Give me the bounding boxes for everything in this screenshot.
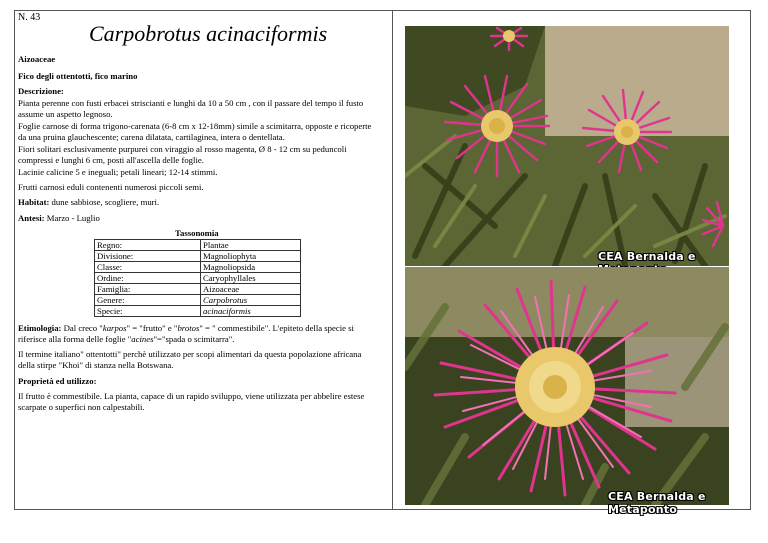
description-para-5: Frutti carnosi eduli contenenti numerosi piccoli semi. bbox=[18, 182, 204, 192]
taxonomy-value: Plantae bbox=[201, 240, 301, 251]
column-divider bbox=[392, 10, 393, 510]
table-row bbox=[95, 262, 301, 273]
table-row bbox=[95, 273, 301, 284]
description-para-1: Pianta perenne con fusti erbacei striscianti e lunghi da 10 a 50 cm , con il passare del tempo il fusto assume un aspetto legnoso. bbox=[18, 98, 364, 119]
taxonomy-value: Aizoaceae bbox=[201, 284, 301, 295]
taxonomy-table bbox=[94, 239, 301, 317]
taxonomy-value: Caryophyllales bbox=[201, 273, 301, 284]
etymology-term: acines bbox=[131, 334, 154, 344]
taxonomy-value: Magnoliopsida bbox=[201, 262, 301, 273]
etymology-text: " = " commestibile". L'epiteto della specie si riferisce alla forma delle foglie " bbox=[18, 323, 354, 344]
uses-text: Il frutto è commestibile. La pianta, capace di un rapido sviluppo, viene utilizzata per abbelire estese scarpate o superfici non calpestabili. bbox=[18, 391, 365, 412]
flower-photo-bottom bbox=[405, 267, 729, 505]
taxonomy-key: Divisione: bbox=[95, 251, 201, 262]
photo-watermark-bottom: CEA Bernalda e Metaponto bbox=[608, 490, 706, 516]
taxonomy-heading: Tassonomia bbox=[175, 228, 219, 238]
table-row bbox=[95, 284, 301, 295]
etymology-text: " = "frutto" e " bbox=[126, 323, 178, 333]
taxonomy-key: Specie: bbox=[95, 306, 201, 317]
flower-photo-top bbox=[405, 26, 729, 266]
etymology-term: brotos bbox=[177, 323, 200, 333]
taxonomy-key: Famiglia: bbox=[95, 284, 201, 295]
description-para-2: Foglie carnose di forma trigono-carenata (6-8 cm x 12-18mm) simile a scimitarra, opposte e ricoperte da una pruina glauchescente; carena dilatata, cartilaginea, intera o dentellata. bbox=[18, 121, 372, 142]
table-row bbox=[95, 251, 301, 262]
taxonomy-value: Carpobrotus bbox=[201, 295, 301, 306]
page-title: Carpobrotus acinaciformis bbox=[89, 21, 328, 46]
taxonomy-value: acinaciformis bbox=[201, 306, 301, 317]
habitat-label: Habitat: bbox=[18, 197, 50, 207]
description-para-4: Lacinie calicine 5 e ineguali; petali lineari; 12-14 stimmi. bbox=[18, 167, 218, 177]
taxonomy-key: Ordine: bbox=[95, 273, 201, 284]
taxonomy-key: Regno: bbox=[95, 240, 201, 251]
sheet-number: N. 43 bbox=[18, 12, 41, 23]
table-row bbox=[95, 306, 301, 317]
etymology-text: Dal creco " bbox=[63, 323, 103, 333]
photo-watermark-top: CEA Bernalda e bbox=[598, 250, 696, 263]
etymology-paragraph bbox=[18, 323, 378, 345]
taxonomy-value: Magnoliophyta bbox=[201, 251, 301, 262]
table-row bbox=[95, 240, 301, 251]
habitat-value: dune sabbiose, scogliere, muri. bbox=[51, 197, 160, 207]
description-label: Descrizione: bbox=[18, 86, 64, 96]
habitat-line bbox=[18, 197, 378, 208]
antesi-line bbox=[18, 213, 378, 224]
etymology-para-2: Il termine italiano" ottentotti" perchè utilizzato per scopi alimentari da questa popolazione africana della stirpe "Khoi" di stanza nella Botswana. bbox=[18, 349, 362, 370]
etymology-term: karpos bbox=[102, 323, 127, 333]
etymology-text: "="spada o scimitarra". bbox=[153, 334, 235, 344]
taxonomy-key: Genere: bbox=[95, 295, 201, 306]
antesi-label: Antesi: bbox=[18, 213, 45, 223]
antesi-value: Marzo - Luglio bbox=[46, 213, 100, 223]
table-row bbox=[95, 295, 301, 306]
description-para-3: Fiori solitari esclusivamente purpurei con viraggio al rosso magenta, Ø 8 - 12 cm su peduncoli compressi e lunghi 6 cm, posti all'ascella delle foglie. bbox=[18, 144, 347, 165]
common-names: Fico degli ottentotti, fico marino bbox=[18, 71, 138, 81]
family-name: Aizoaceae bbox=[18, 54, 56, 64]
uses-label: Proprietà ed utilizzo: bbox=[18, 376, 97, 386]
taxonomy-key: Classe: bbox=[95, 262, 201, 273]
etymology-label: Etimologia: bbox=[18, 323, 62, 333]
